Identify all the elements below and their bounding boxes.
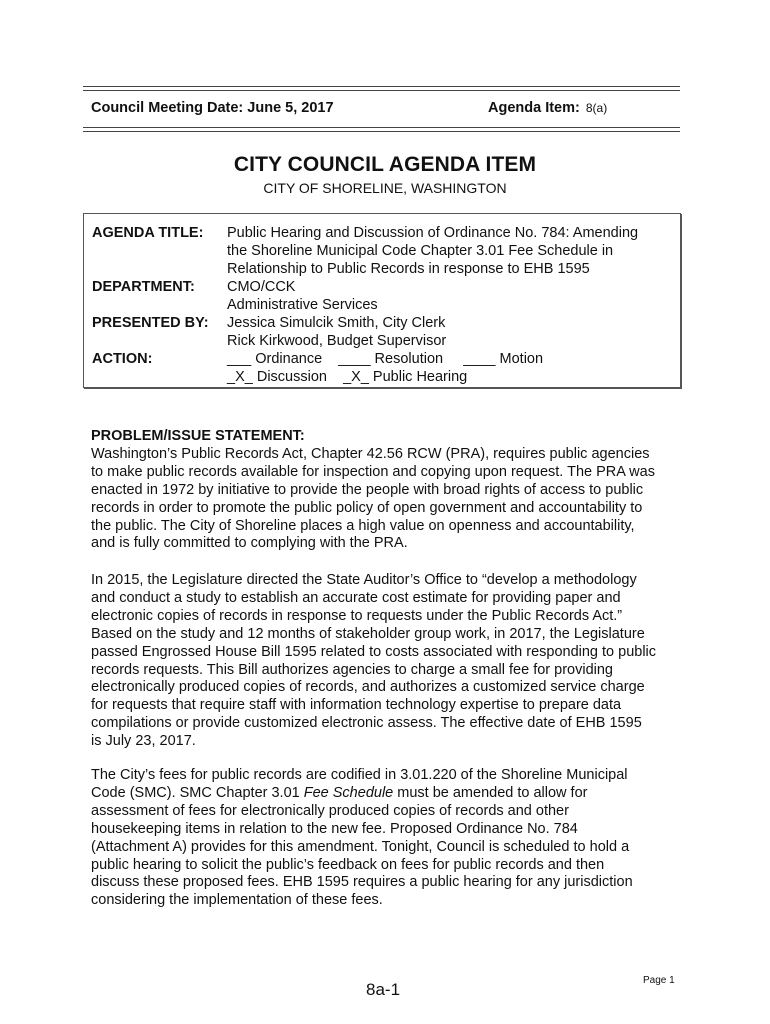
paragraph-line: and is fully committed to complying with the PRA. bbox=[91, 535, 408, 552]
action-line-1 bbox=[227, 350, 677, 368]
paragraph-line: considering the implementation of these fees. bbox=[91, 892, 383, 909]
agenda-item-label: Agenda Item: bbox=[488, 100, 580, 116]
agenda-title-line: the Shoreline Municipal Code Chapter 3.01 Fee Schedule in bbox=[227, 243, 614, 260]
resolution-text: Resolution bbox=[370, 351, 444, 367]
paragraph-line: enacted in 1972 by initiative to provide the people with broad rights of access to public bbox=[91, 481, 644, 498]
paragraph-line: public hearing to solicit the public’s feedback on fees for public records and then bbox=[91, 856, 605, 873]
paragraph-line: records requests. This Bill authorizes agencies to charge a small fee for providing bbox=[91, 661, 613, 678]
problem-statement-section bbox=[91, 428, 691, 553]
agenda-item-value: 8(a) bbox=[585, 101, 608, 115]
ordinance-mark: ___ bbox=[227, 351, 252, 367]
presented-by-value bbox=[227, 314, 677, 350]
paragraph-line: electronic copies of records in response to requests under the Public Records Act.” bbox=[91, 607, 623, 624]
paragraph-line: the public. The City of Shoreline places a high value on openness and accountability, bbox=[91, 517, 635, 534]
paragraph-line: (Attachment A) provides for this amendment. Tonight, Council is scheduled to hold a bbox=[91, 838, 630, 855]
paragraph-line: housekeeping items in relation to the new fee. Proposed Ordinance No. 784 bbox=[91, 820, 578, 837]
paragraph-line: to make public records available for inspection and copying upon request. The PRA was bbox=[91, 463, 655, 480]
header-top-rule bbox=[83, 86, 680, 91]
agenda-title-line: Public Hearing and Discussion of Ordinance No. 784: Amending bbox=[227, 225, 639, 241]
paragraph-line: compilations or provide customized electronic assess. The effective date of EHB 1595 bbox=[91, 715, 642, 732]
motion-mark: ____ bbox=[463, 351, 496, 367]
agenda-title-line: Relationship to Public Records in response to EHB 1595 bbox=[227, 261, 590, 278]
page-title: CITY COUNCIL AGENDA ITEM bbox=[233, 153, 537, 176]
department-value bbox=[227, 278, 677, 314]
presenter-line: Jessica Simulcik Smith, City Clerk bbox=[227, 315, 446, 331]
paragraph-line: The City’s fees for public records are codified in 3.01.220 of the Shoreline Municipal bbox=[91, 767, 628, 783]
motion-text: Motion bbox=[495, 351, 544, 367]
paragraph-text: Code (SMC). SMC Chapter 3.01 bbox=[91, 784, 304, 801]
page-number: Page 1 bbox=[643, 975, 675, 986]
public-hearing-mark: _X_ bbox=[343, 369, 369, 386]
agenda-item bbox=[488, 100, 607, 116]
document-page-id: 8a-1 bbox=[366, 980, 401, 999]
paragraph-line bbox=[91, 785, 691, 803]
section-heading: PROBLEM/ISSUE STATEMENT: bbox=[91, 428, 305, 444]
paragraph-text: must be amended to allow for bbox=[393, 784, 588, 801]
paragraph-line: records in order to promote the public policy of open government and accountability to bbox=[91, 499, 643, 516]
paragraph-line: discuss these proposed fees. EHB 1595 requires a public hearing for any jurisdiction bbox=[91, 874, 633, 891]
public-hearing-text: Public Hearing bbox=[368, 369, 468, 386]
department-label: DEPARTMENT: bbox=[92, 279, 195, 295]
discussion-text: Discussion bbox=[252, 369, 327, 386]
action-line-2 bbox=[227, 368, 677, 386]
header-bottom-rule bbox=[83, 127, 680, 132]
paragraph-line: Washington’s Public Records Act, Chapter 42.56 RCW (PRA), requires public agencies bbox=[91, 445, 650, 462]
paragraph-line: is July 23, 2017. bbox=[91, 733, 196, 750]
department-line: Administrative Services bbox=[227, 297, 378, 314]
paragraph-line: assessment of fees for electronically produced copies of records and other bbox=[91, 802, 569, 819]
ordinance-text: Ordinance bbox=[251, 351, 323, 367]
resolution-mark: ____ bbox=[338, 351, 371, 367]
presented-by-label: PRESENTED BY: bbox=[92, 315, 209, 331]
paragraph-line: passed Engrossed House Bill 1595 related to costs associated with responding to public bbox=[91, 643, 657, 660]
presenter-line: Rick Kirkwood, Budget Supervisor bbox=[227, 333, 447, 350]
fee-schedule-italic: Fee Schedule bbox=[303, 784, 394, 801]
paragraph-line: electronically produced copies of records, and authorizes a customized service charge bbox=[91, 679, 645, 696]
page-subtitle: CITY OF SHORELINE, WASHINGTON bbox=[263, 180, 507, 196]
department-line: CMO/CCK bbox=[227, 279, 296, 295]
discussion-mark: _X_ bbox=[227, 369, 253, 386]
action-value bbox=[227, 350, 677, 386]
paragraph-line: In 2015, the Legislature directed the State Auditor’s Office to “develop a methodology bbox=[91, 572, 637, 588]
agenda-title-value bbox=[227, 224, 677, 279]
agenda-title-label: AGENDA TITLE: bbox=[92, 225, 204, 241]
paragraph-line: Based on the study and 12 months of stakeholder group work, in 2017, the Legislature bbox=[91, 625, 645, 642]
paragraph-line: and conduct a study to establish an accurate cost estimate for providing paper and bbox=[91, 589, 621, 606]
meeting-date: Council Meeting Date: June 5, 2017 bbox=[91, 100, 334, 116]
fees-paragraph bbox=[91, 767, 691, 910]
paragraph-line: for requests that require staff with information technology expertise to prepare data bbox=[91, 697, 622, 714]
legislature-paragraph bbox=[91, 572, 691, 751]
agenda-info-box bbox=[83, 213, 681, 388]
action-label: ACTION: bbox=[92, 351, 153, 367]
